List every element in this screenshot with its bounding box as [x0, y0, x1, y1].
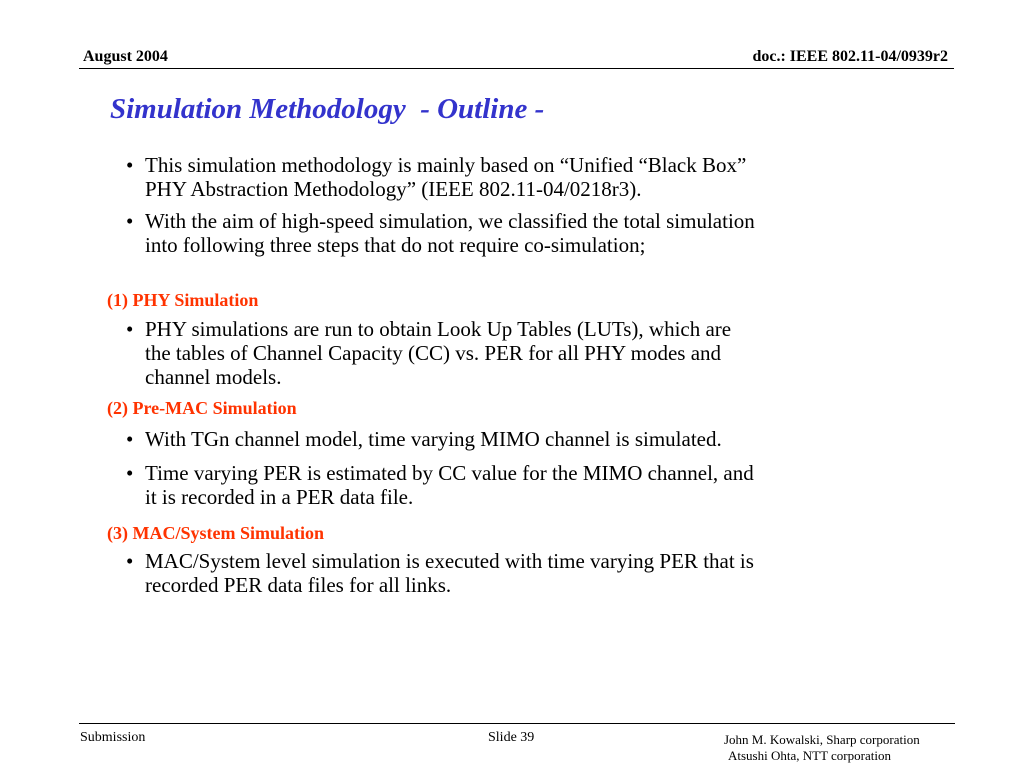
bullet-line: recorded PER data files for all links.	[145, 573, 452, 597]
bullet-line: channel models.	[145, 365, 282, 389]
header-doc-id: doc.: IEEE 802.11-04/0939r2	[752, 48, 948, 65]
bullet-text	[145, 317, 731, 389]
bullet-marker: •	[126, 549, 134, 573]
bullet-line: This simulation methodology is mainly based on “Unified “Black Box”	[145, 153, 747, 177]
bullet-line: With TGn channel model, time varying MIMO channel is simulated.	[145, 427, 722, 451]
footer-slide-number: Slide 39	[488, 730, 535, 745]
bullet-text	[145, 209, 755, 257]
bullet-line: MAC/System level simulation is executed with time varying PER that is	[145, 549, 754, 573]
footer-author-2: Atsushi Ohta, NTT corporation	[728, 748, 891, 763]
bullet-text	[145, 549, 754, 597]
section-heading: (2) Pre-MAC Simulation	[107, 398, 297, 418]
bullet-line: it is recorded in a PER data file.	[145, 485, 414, 509]
section-heading: (1) PHY Simulation	[107, 290, 259, 310]
bullet-line: Time varying PER is estimated by CC value for the MIMO channel, and	[145, 461, 754, 485]
bullet-marker: •	[126, 317, 134, 341]
header-date: August 2004	[83, 48, 168, 65]
bullet-marker: •	[126, 427, 134, 451]
bullet-text	[145, 427, 722, 451]
footer-author-1: John M. Kowalski, Sharp corporation	[724, 732, 920, 747]
footer-divider	[79, 723, 955, 724]
footer-submission: Submission	[80, 730, 146, 745]
bullet-text	[145, 153, 746, 201]
footer-authors	[724, 732, 920, 764]
bullet-marker: •	[126, 461, 134, 485]
bullet-marker: •	[126, 209, 134, 233]
section-heading: (3) MAC/System Simulation	[107, 523, 324, 543]
bullet-line: PHY simulations are run to obtain Look Up Tables (LUTs), which are	[145, 317, 732, 341]
bullet-line: the tables of Channel Capacity (CC) vs. PER for all PHY modes and	[145, 341, 722, 365]
bullet-line: into following three steps that do not require co-simulation;	[145, 233, 646, 257]
slide-title: Simulation Methodology - Outline -	[110, 93, 545, 125]
bullet-text	[145, 461, 754, 509]
bullet-marker: •	[126, 153, 134, 177]
bullet-line: PHY Abstraction Methodology” (IEEE 802.11-04/0218r3).	[145, 177, 642, 201]
bullet-line: With the aim of high-speed simulation, we classified the total simulation	[145, 209, 755, 233]
